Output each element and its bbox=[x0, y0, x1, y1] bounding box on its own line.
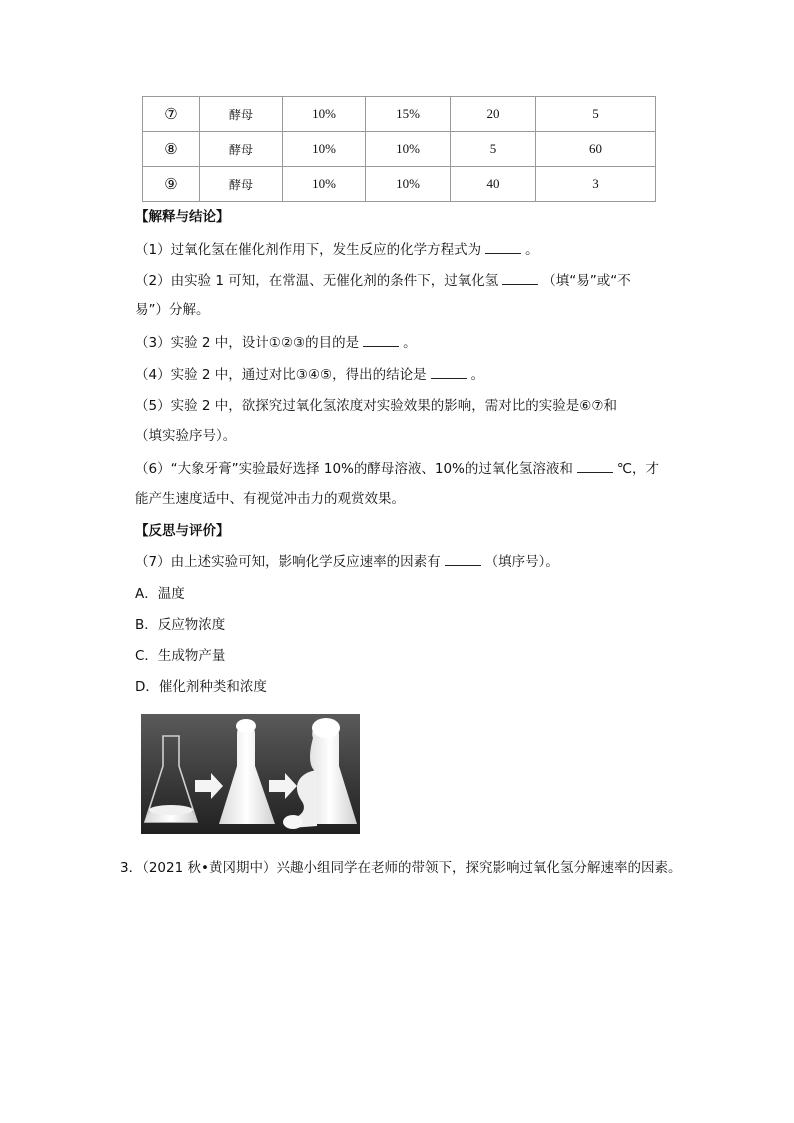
table-cell: 酵母 bbox=[200, 132, 283, 167]
experiment-table bbox=[142, 96, 656, 202]
table-cell: 10% bbox=[283, 132, 366, 167]
table-row bbox=[143, 132, 656, 167]
question-5-continued bbox=[135, 426, 236, 446]
question-3 bbox=[135, 333, 417, 353]
table-cell: 3 bbox=[536, 167, 656, 202]
question-1 bbox=[135, 240, 539, 260]
question-2-continued: 易”）分解。 bbox=[135, 302, 210, 318]
option-b: B．反应物浓度 bbox=[135, 617, 226, 633]
table-cell: 15% bbox=[366, 97, 451, 132]
table-cell: 40 bbox=[451, 167, 536, 202]
elephant-toothpaste-photo bbox=[141, 714, 360, 834]
question-3-stem: 3．（2021 秋•黄冈期中）兴趣小组同学在老师的带领下，探究影响过氧化氢分解速率的因素。 bbox=[120, 860, 682, 876]
question-text: （6）“大象牙膏”实验最好选择 10%的酵母溶液、10%的过氧化氢溶液和 bbox=[135, 461, 573, 477]
question-text: （2）由实验 1 可知，在常温、无催化剂的条件下，过氧化氢 bbox=[135, 273, 499, 289]
table-cell: 60 bbox=[536, 132, 656, 167]
question-text: （4）实验 2 中，通过对比③④⑤，得出的结论是 bbox=[135, 367, 427, 383]
question-text: （1）过氧化氢在催化剂作用下，发生反应的化学方程式为 bbox=[135, 242, 482, 258]
table-cell: 酵母 bbox=[200, 167, 283, 202]
answer-blank[interactable] bbox=[445, 552, 481, 566]
table-row bbox=[143, 167, 656, 202]
answer-blank[interactable] bbox=[502, 271, 538, 285]
answer-blank[interactable] bbox=[363, 333, 399, 347]
table-cell: 10% bbox=[366, 132, 451, 167]
question-text: （3）实验 2 中，设计①②③的目的是 bbox=[135, 335, 360, 351]
question-6 bbox=[135, 459, 659, 479]
question-text: ℃，才 bbox=[616, 461, 660, 477]
section-heading-reflection: 【反思与评价】 bbox=[135, 523, 230, 539]
option-c: C．生成物产量 bbox=[135, 648, 226, 664]
question-text: 。 bbox=[403, 335, 417, 351]
table-row bbox=[143, 97, 656, 132]
question-7 bbox=[135, 552, 559, 572]
answer-blank[interactable] bbox=[577, 459, 613, 473]
table-cell: 10% bbox=[283, 97, 366, 132]
answer-blank[interactable] bbox=[485, 240, 521, 254]
table-cell: ⑧ bbox=[143, 132, 200, 167]
section-heading-conclusion: 【解释与结论】 bbox=[135, 209, 230, 225]
table-cell: ⑨ bbox=[143, 167, 200, 202]
question-text: （填实验序号）。 bbox=[135, 428, 237, 444]
question-text: （填“易”或“不 bbox=[542, 273, 631, 289]
table-cell: 酵母 bbox=[200, 97, 283, 132]
table-cell: 10% bbox=[366, 167, 451, 202]
answer-blank[interactable] bbox=[431, 365, 467, 379]
elephant-toothpaste-illustration bbox=[141, 714, 360, 834]
question-text: （填序号）。 bbox=[484, 554, 559, 570]
question-2 bbox=[135, 271, 631, 291]
table-cell: 10% bbox=[283, 167, 366, 202]
question-text: 。 bbox=[470, 367, 485, 383]
table-cell: ⑦ bbox=[143, 97, 200, 132]
question-5: （5）实验 2 中，欲探究过氧化氢浓度对实验效果的影响，需对比的实验是⑥⑦和 bbox=[135, 398, 617, 414]
question-text: 。 bbox=[525, 242, 539, 258]
table-cell: 5 bbox=[451, 132, 536, 167]
option-a: A．温度 bbox=[135, 586, 185, 602]
option-d: D．催化剂种类和浓度 bbox=[135, 679, 267, 695]
question-6-continued: 能产生速度适中、有视觉冲击力的观赏效果。 bbox=[135, 491, 405, 507]
question-4 bbox=[135, 365, 484, 385]
table-cell: 20 bbox=[451, 97, 536, 132]
table-cell: 5 bbox=[536, 97, 656, 132]
question-text: （7）由上述实验可知，影响化学反应速率的因素有 bbox=[135, 554, 441, 570]
